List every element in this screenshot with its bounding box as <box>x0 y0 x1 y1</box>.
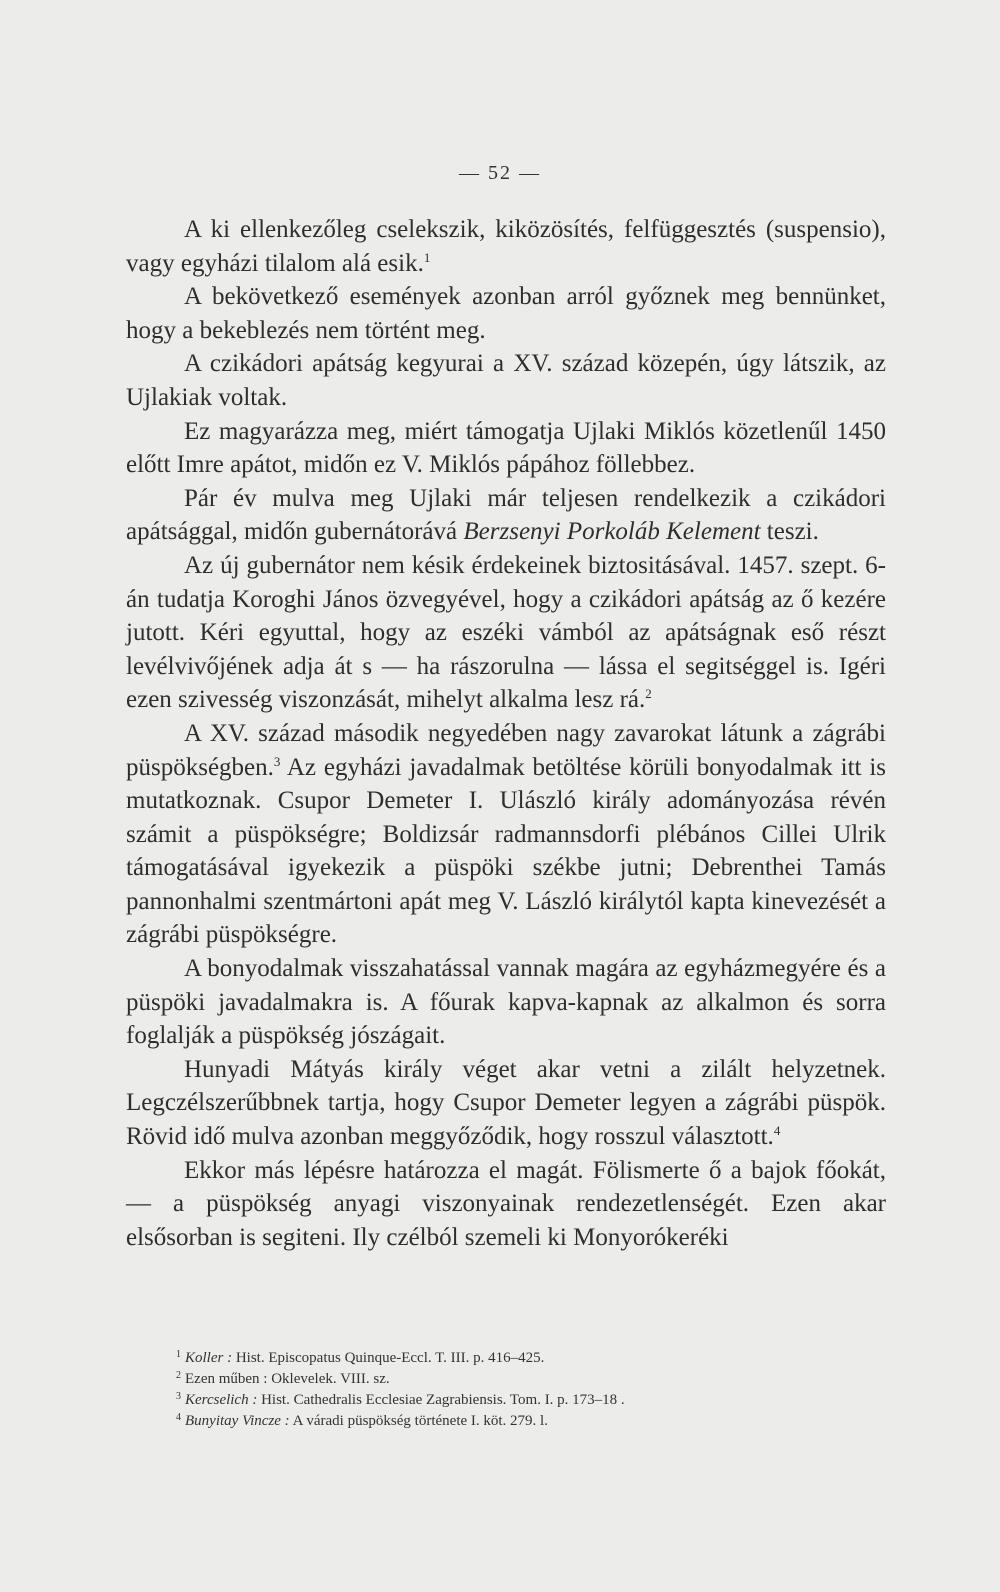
paragraph <box>126 1053 886 1154</box>
person-name: Berzsenyi Porkoláb Kelement <box>463 518 761 546</box>
footnote-author: Kercselich : <box>185 1392 258 1408</box>
footnote-mark: 4 <box>176 1412 181 1423</box>
footnote-ref: 4 <box>773 1123 781 1139</box>
paragraph-text: A ki ellenkezőleg cselekszik, kiközösítés, felfüggesztés (suspensio), vagy egyházi tilalom alá esik. <box>126 216 886 277</box>
paragraph: A bonyodalmak visszahatással vannak magára az egyházmegyére és a püspöki javadalmakra is. A főurak kapva-kapnak az alkalmon és sorra foglalják a püspökség jószágait. <box>126 955 886 1050</box>
footnote-mark: 1 <box>176 1349 181 1360</box>
paragraph-text: Az új gubernátor nem késik érdekeinek biztositásával. 1457. szept. 6-án tudatja Koroghi János özvegyével, hogy a czikádori apátság az ő kezére jutott. Kéri egyuttal, hogy az eszéki vámból az apátságnak eső részt levélvivőjének adja át s — ha rászorulna — lássa el segitséggel is. Igéri ezen szivesség viszonzását, mihelyt alkalma lesz rá. <box>126 551 886 714</box>
paragraph <box>126 482 886 549</box>
paragraph <box>126 717 886 952</box>
paragraph: A bekövetkező események azonban arról győznek meg bennünket, hogy a bekeblezés nem történt meg. <box>126 283 886 344</box>
paragraph: Ekkor más lépésre határozza el magát. Fölismerte ő a bajok főokát, — a püspökség anyagi viszonyainak rendezetlenségét. Ezen akar elsősorban is segiteni. Ily czélból szemeli ki Monyorókeréki <box>126 1156 886 1251</box>
page-number: — 52 — <box>459 162 541 184</box>
footnote-ref: 2 <box>645 686 652 702</box>
footnote-mark: 2 <box>176 1370 181 1381</box>
paragraph <box>126 549 886 717</box>
footnote-text: Ezen műben : Oklevelek. VIII. sz. <box>185 1371 390 1387</box>
footnote-mark: 3 <box>176 1391 181 1402</box>
footnote-text: Hist. Cathedralis Ecclesiae Zagrabiensis. Tom. I. p. 173–18 . <box>257 1392 625 1408</box>
footnote-ref: 1 <box>423 249 431 265</box>
paragraph-text: Pár év mulva meg Ujlaki már teljesen rendelkezik a czikádori apátsággal, midőn gubernátorává <box>126 484 886 546</box>
paragraph-text: teszi. <box>760 518 819 546</box>
footnote-text: A váradi püspökség története I. köt. 279. l. <box>289 1413 548 1429</box>
main-text <box>126 213 886 1254</box>
paragraph: Ez magyarázza meg, miért támogatja Ujlaki Miklós közetlenűl 1450 előtt Imre apátot, midőn ez V. Miklós pápához föllebbez. <box>126 417 886 479</box>
paragraph: A czikádori apátság kegyurai a XV. század közepén, úgy látszik, az Ujlakiak voltak. <box>126 350 886 411</box>
footnote <box>176 1411 876 1432</box>
footnote <box>176 1348 876 1369</box>
footnote <box>176 1369 876 1390</box>
footnote-ref: 3 <box>273 753 281 769</box>
footnote-text: Hist. Episcopatus Quinque-Eccl. T. III. p. 416–425. <box>232 1350 545 1366</box>
paragraph <box>126 213 886 280</box>
paragraph-text: Az egyházi javadalmak betöltése körüli bonyodalmak itt is mutatkoznak. Csupor Demeter I. Ulászló király adományozása révén számit a püspökségre; Boldizsár radmannsdorfi plébános Cillei Ulrik támogatásával igyekezik a püspöki székbe jutni; Debrenthei Tamás pannonhalmi szentmártoni apát meg V. László királytól kapta kinevezését a zágrábi püspökségre. <box>126 753 886 949</box>
footnote-author: Koller : <box>185 1350 233 1366</box>
footnote-author: Bunyitay Vincze : <box>185 1413 290 1429</box>
paragraph-text: A XV. század második negyedében nagy zavarokat látunk a zágrábi püspökségben. <box>126 719 886 781</box>
footnotes <box>176 1348 876 1432</box>
paragraph-text: Hunyadi Mátyás király véget akar vetni a zilált helyzetnek. Legczélszerűbbnek tartja, hogy Csupor Demeter legyen a zágrábi püspök. Rövid idő mulva azonban meggyőződik, hogy rosszul választott. <box>126 1055 886 1151</box>
footnote <box>176 1390 876 1411</box>
